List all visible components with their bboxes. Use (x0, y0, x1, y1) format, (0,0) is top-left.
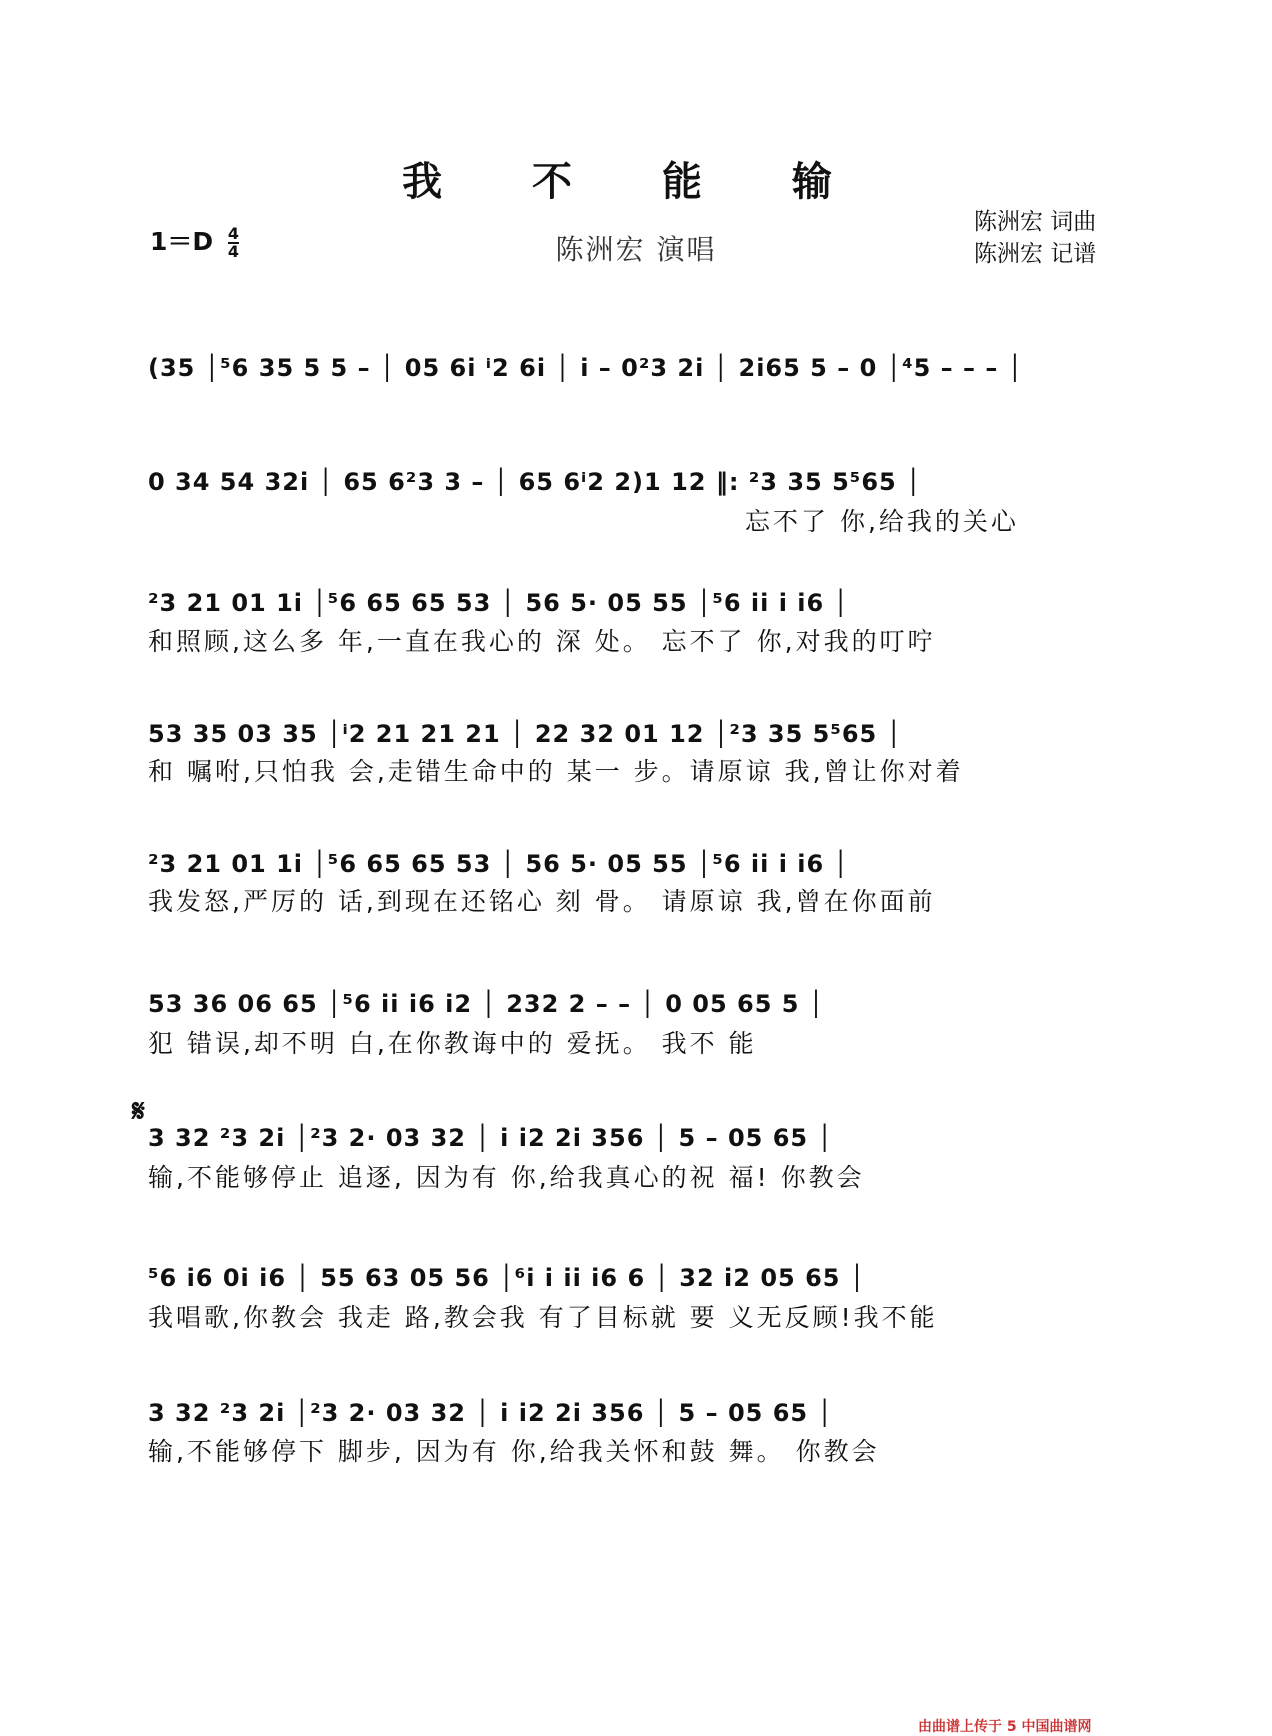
notation-line-8: ⁵6 i6 0i i6 │ 55 63 05 56 │⁶i i ii i6 6 │ 32 i2 05 65 │ (148, 1264, 866, 1292)
singer: 陈洲宏 演唱 (555, 233, 717, 266)
credit-transcription: 陈洲宏 记谱 (974, 241, 1097, 267)
footer-watermark (918, 1716, 1218, 1736)
lyrics-line-7: 输,不能够停止 追逐, 因为有 你,给我真心的祝 福! 你教会 (148, 1163, 865, 1192)
notation-line-2: 0 34 54 32i │ 65 6²3 3 – │ 65 6ⁱ2 2)1 12 ‖: ²3 35 5⁵65 │ (148, 468, 922, 496)
notation-line-1: (35 │⁵6 35 5 5 – │ 05 6i ⁱ2 6i │ i – 0²3 2i │ 2i65 5 – 0 │⁴5 – – – │ (148, 354, 1024, 382)
key-label: 1＝D (150, 227, 214, 256)
lyrics-line-4: 和 嘱咐,只怕我 会,走错生命中的 某一 步。请原谅 我,曾让你对着 (148, 757, 964, 786)
lyrics-line-8: 我唱歌,你教会 我走 路,教会我 有了目标就 要 义无反顾!我不能 (148, 1303, 938, 1332)
time-signature-top: 4 (227, 224, 240, 243)
credits (974, 206, 1096, 270)
notation-line-7: 3 32 ²3 2i │²3 2· 03 32 │ i i2 2i 356 │ 5 – 05 65 │ (148, 1124, 833, 1152)
lyrics-line-9: 输,不能够停下 脚步, 因为有 你,给我关怀和鼓 舞。 你教会 (148, 1437, 880, 1466)
footer-text: 由曲谱上传于 5 中国曲谱网 (918, 1719, 1092, 1735)
song-title: 我 不 能 输 (402, 158, 870, 205)
lyrics-line-6: 犯 错误,却不明 白,在你教诲中的 爱抚。 我不 能 (148, 1029, 757, 1058)
lyrics-line-3: 和照顾,这么多 年,一直在我心的 深 处。 忘不了 你,对我的叮咛 (148, 627, 936, 656)
lyrics-line-2: 忘不了 你,给我的关心 (745, 507, 1019, 536)
notation-line-6: 53 36 06 65 │⁵6 ii i6 i2 │ 232 2 – – │ 0 05 65 5 │ (148, 990, 825, 1018)
time-signature-bottom: 4 (227, 242, 240, 261)
notation-line-3: ²3 21 01 1i │⁵6 65 65 53 │ 56 5· 05 55 │⁵6 ii i i6 │ (148, 589, 850, 617)
notation-line-4: 53 35 03 35 │ⁱ2 21 21 21 │ 22 32 01 12 │²3 35 5⁵65 │ (148, 720, 903, 748)
credit-lyrics-music: 陈洲宏 词曲 (974, 209, 1097, 235)
lyrics-line-5: 我发怒,严厉的 话,到现在还铭心 刻 骨。 请原谅 我,曾在你面前 (148, 887, 936, 916)
notation-line-5: ²3 21 01 1i │⁵6 65 65 53 │ 56 5· 05 55 │⁵6 ii i i6 │ (148, 850, 850, 878)
notation-line-9: 3 32 ²3 2i │²3 2· 03 32 │ i i2 2i 356 │ 5 – 05 65 │ (148, 1399, 833, 1427)
segno-sign: 𝄋 (132, 1094, 145, 1129)
